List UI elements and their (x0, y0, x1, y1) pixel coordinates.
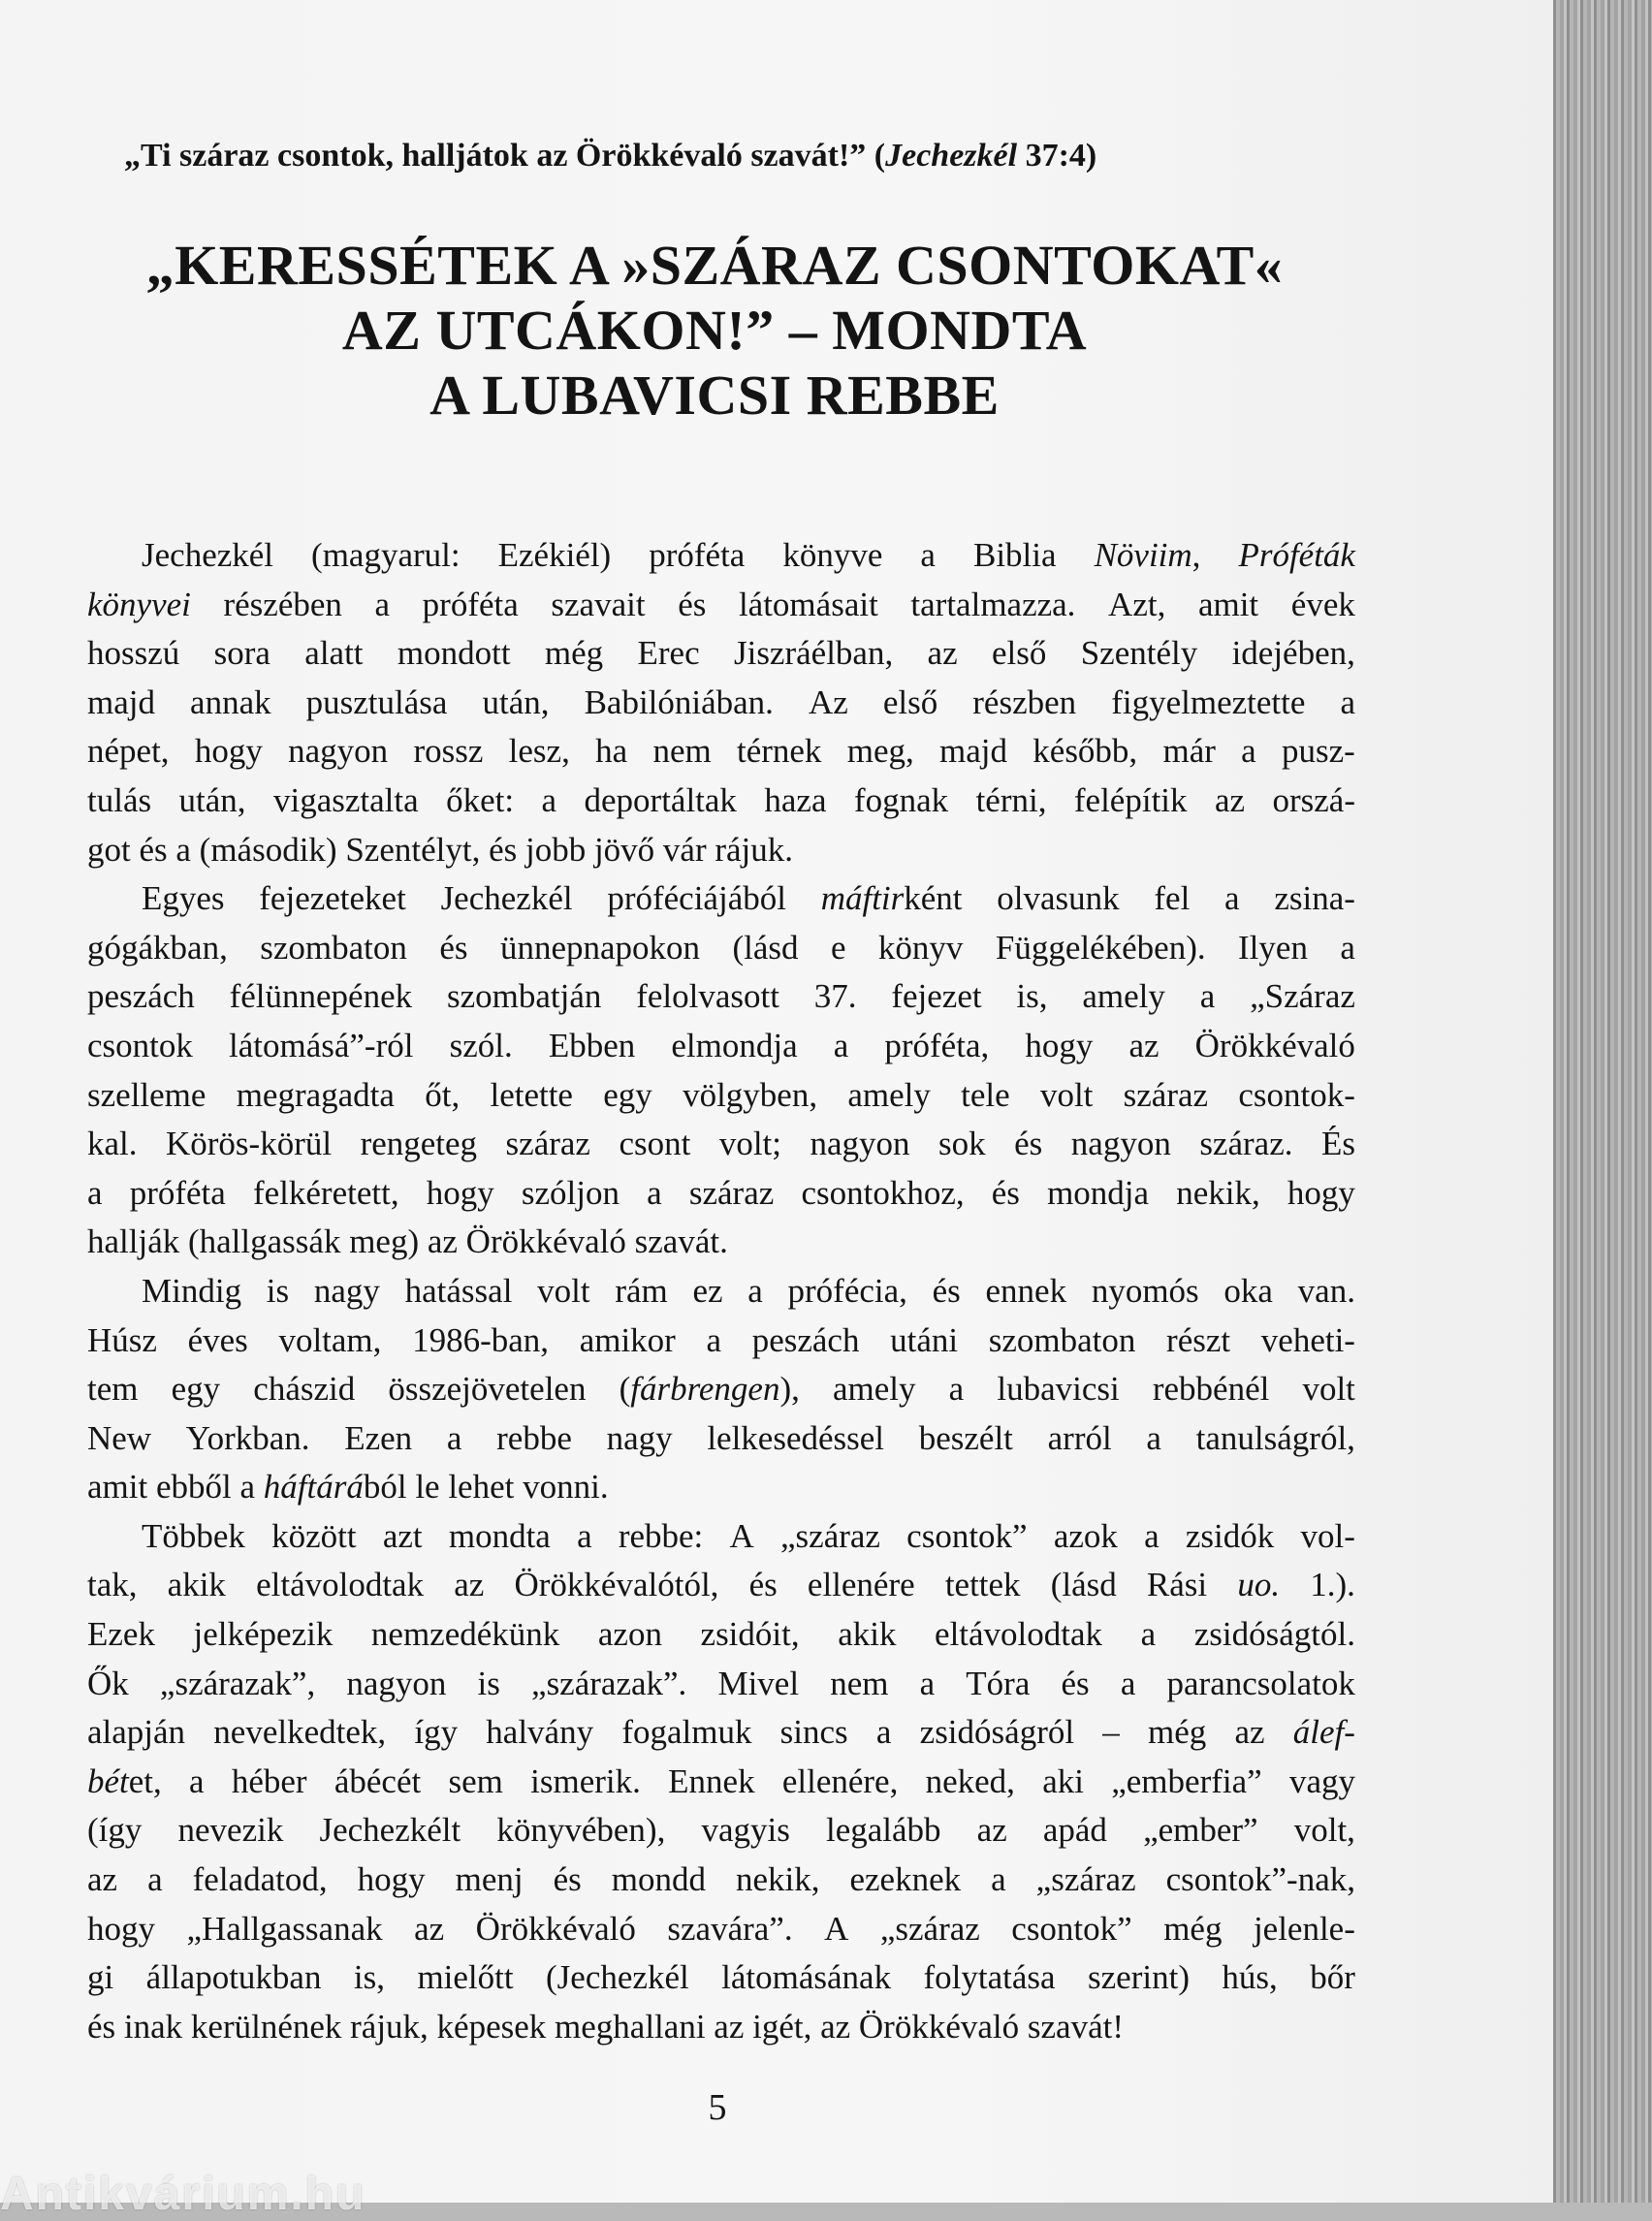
text-line: tak, akik eltávolodtak az Örökkévalótól, és ellenére tettek (lásd Rási uo. 1.). (87, 1566, 1355, 1604)
epigraph-verse: 37:4) (1017, 138, 1097, 174)
text-line: Egyes fejezeteket Jechezkél próféciájából máftirként olvasunk fel a zsina- (142, 879, 1355, 918)
title-line: A LUBAVICSI REBBE (429, 364, 1000, 427)
text-line: hosszú sora alatt mondott még Erec Jiszráélban, az első Szentély idejében, (87, 634, 1355, 673)
text-line: New Yorkban. Ezen a rebbe nagy lelkesedéssel beszélt arról a tanulságról, (87, 1418, 1355, 1457)
text-line: szelleme megragadta őt, letette egy völgyben, amely tele volt száraz csontok- (87, 1075, 1355, 1114)
body-text (87, 531, 1355, 2051)
text-line: gógákban, szombaton és ünnepnapokon (lásd e könyv Függelékében). Ilyen a (87, 928, 1355, 967)
text-line: és inak kerülnének rájuk, képesek meghallani az igét, az Örökkévaló szavát! (87, 2007, 1124, 2046)
text-line: hogy „Hallgassanak az Örökkévaló szavára”. A „száraz csontok” még jelenle- (87, 1909, 1355, 1948)
epigraph-quote: „Ti száraz csontok, halljátok az Örökkévaló szavát!” ( (124, 138, 886, 174)
text-line: Ezek jelképezik nemzedékünk azon zsidóit, akik eltávolodtak a zsidóságtól. (87, 1615, 1355, 1654)
text-line: alapján nevelkedtek, így halvány fogalmuk sincs a zsidóságról – még az álef- (87, 1713, 1355, 1752)
text-line: (így nevezik Jechezkélt könyvében), vagyis legalább az apád „ember” volt, (87, 1811, 1355, 1850)
text-line: népet, hogy nagyon rossz lesz, ha nem térnek meg, majd később, már a pusz- (87, 732, 1355, 771)
text-line: Ők „szárazak”, nagyon is „szárazak”. Mivel nem a Tóra és a parancsolatok (87, 1664, 1355, 1702)
text-line: Húsz éves voltam, 1986-ban, amikor a peszách utáni szombaton részt veheti- (87, 1320, 1355, 1359)
text-line: tem egy chászid összejövetelen (fárbrengen), amely a lubavicsi rebbénél volt (87, 1370, 1355, 1409)
chapter-title (89, 233, 1340, 428)
page-stack-edge (1553, 0, 1652, 2203)
text-line: a próféta felkéretett, hogy szóljon a száraz csontokhoz, és mondja nekik, hogy (87, 1173, 1355, 1212)
title-line: AZ UTCÁKON!” – MONDTA (341, 299, 1088, 362)
page-number: 5 (708, 2087, 727, 2128)
text-line: az a feladatod, hogy menj és mondd nekik, ezeknek a „száraz csontok”-nak, (87, 1860, 1355, 1899)
text-line: Többek között azt mondta a rebbe: A „száraz csontok” azok a zsidók vol- (142, 1516, 1355, 1555)
text-line: amit ebből a háftárából le lehet vonni. (87, 1468, 609, 1507)
text-line: csontok látomásá”-ról szól. Ebben elmondja a próféta, hogy az Örökkévaló (87, 1026, 1355, 1064)
epigraph-reference: Jechezkél (885, 138, 1018, 174)
text-line: könyvei részében a próféta szavait és látomásait tartalmazza. Azt, amit évek (87, 585, 1355, 623)
text-line: Jechezkél (magyarul: Ezékiél) próféta könyve a Biblia Növiim, Próféták (142, 536, 1355, 574)
text-line: Mindig is nagy hatással volt rám ez a prófécia, és ennek nyomós oka van. (142, 1271, 1355, 1310)
epigraph (124, 132, 1384, 180)
text-line: got és a (második) Szentélyt, és jobb jövő vár rájuk. (87, 830, 794, 869)
text-line: majd annak pusztulása után, Babilóniában. Az első részben figyelmeztette a (87, 682, 1355, 721)
text-line: gi állapotukban is, mielőtt (Jechezkél látomásának folytatása szerint) hús, bőr (87, 1958, 1355, 1997)
text-line: bétet, a héber ábécét sem ismerik. Ennek ellenére, neked, aki „emberfia” vagy (87, 1761, 1355, 1800)
text-line: peszách félünnepének szombatján felolvasott 37. fejezet is, amely a „Száraz (87, 977, 1355, 1016)
text-line: kal. Körös-körül rengeteg száraz csont volt; nagyon sok és nagyon száraz. És (87, 1125, 1355, 1163)
text-line: hallják (hallgassák meg) az Örökkévaló szavát. (87, 1222, 728, 1261)
text-line: tulás után, vigasztalta őket: a deportáltak haza fognak térni, felépítik az orszá- (87, 780, 1355, 819)
title-line: „KERESSÉTEK A »SZÁRAZ CSONTOKAT« (145, 234, 1284, 297)
watermark: Antikvárium.hu (0, 2169, 366, 2220)
